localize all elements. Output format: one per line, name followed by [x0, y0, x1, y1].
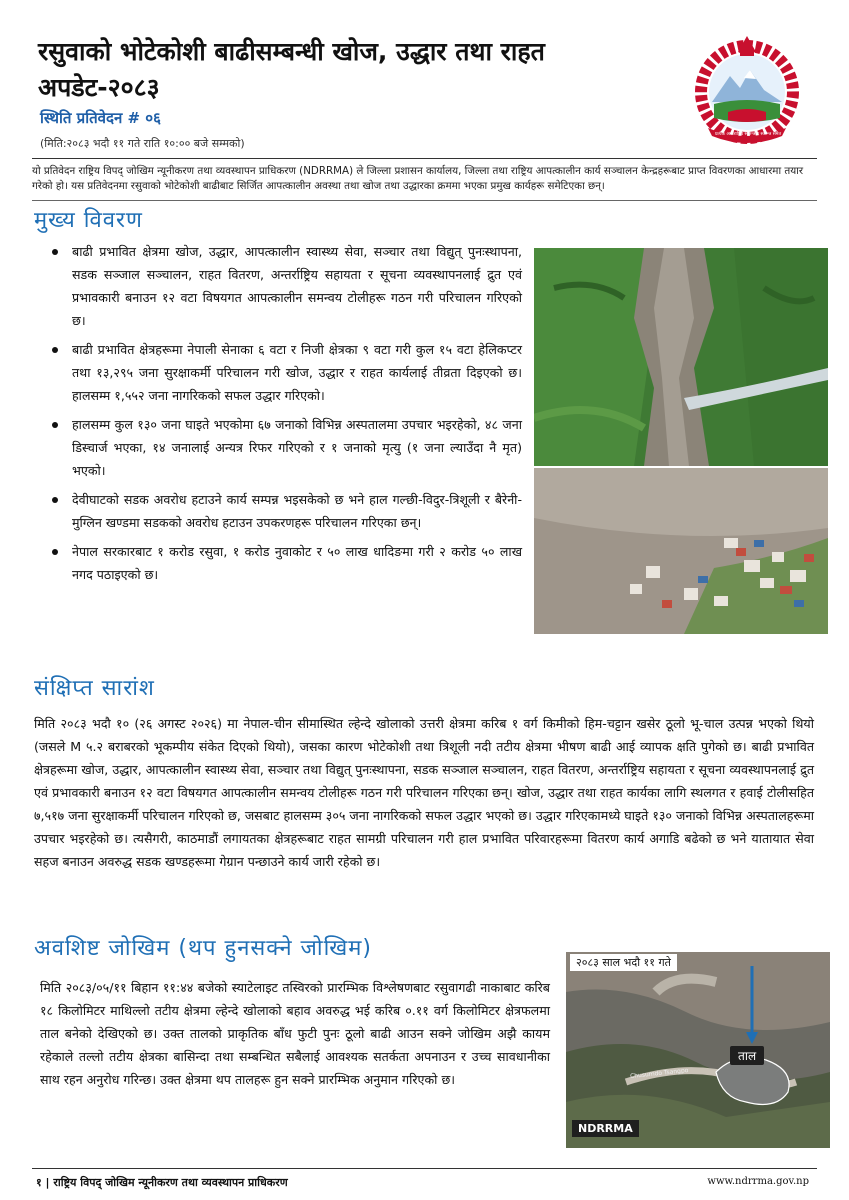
intro-divider: [32, 200, 817, 201]
report-number: स्थिति प्रतिवेदन # ०६: [40, 109, 161, 127]
main-details-list: [52, 240, 522, 592]
map-river-label: Chusumdo Tsangpo: [629, 1066, 689, 1081]
list-item: हालसम्म कुल १३० जना घाइते भएकोमा ६७ जनाको विभिन्न अस्पतालमा उपचार भइरहेको, ४८ जना डिस्चार्ज भएका, १४ जनालाई अन्यत्र रिफर गरिएको र १ जनाको मृत्यु (१ जना ल्याउँदा नै मृत) भएको।: [52, 413, 522, 482]
bullet-icon: [52, 347, 58, 353]
flooded-village-photo: [534, 468, 828, 634]
bullet-icon: [52, 249, 58, 255]
map-date-label: २०८३ साल भदौ ११ गते: [570, 954, 677, 971]
list-item: बाढी प्रभावित क्षेत्रमा खोज, उद्धार, आपत्कालीन स्वास्थ्य सेवा, सञ्चार तथा विद्युत् पुनःस्थापना, सडक सञ्जाल सञ्चालन, राहत वितरण, अन्तर्राष्ट्रिय सहायता र सूचना व्यवस्थापनलाई द्रुत एवं प्रभावकारी बनाउन १२ वटा विषयगत आपत्कालीन समन्वय टोलीहरू गठन गरी परिचालन गरिएको छ।: [52, 240, 522, 332]
aerial-river-photo: [534, 248, 828, 466]
bullet-icon: [52, 549, 58, 555]
list-item: बाढी प्रभावित क्षेत्रहरूमा नेपाली सेनाका ६ वटा र निजी क्षेत्रका ९ वटा गरी कुल १५ वटा हेलिकप्टर तथा १३,२९५ जना सुरक्षाकर्मी परिचालन गरी खोज, उद्धार र राहत कार्यलाई तीव्रता दिइएको छ। हालसम्म १,५५२ जना नागरिकको सफल उद्धार गरिएको।: [52, 338, 522, 407]
residual-risk-heading: अवशिष्ट जोखिम (थप हुनसक्ने जोखिम): [34, 936, 373, 961]
list-item: देवीघाटको सडक अवरोध हटाउने कार्य सम्पन्न भइसकेको छ भने हाल गल्छी-विदुर-त्रिशूली र बैरेनी-मुग्लिन खण्डमा सडकको अवरोध हटाउन उपकरणहरू परिचालन गरिएका छन्।: [52, 488, 522, 534]
list-item: नेपाल सरकारबाट १ करोड रसुवा, १ करोड नुवाकोट र ५० लाख धादिङमा गरी २ करोड ५० लाख नगद पठाइएको छ।: [52, 540, 522, 586]
footer-agency: १ | राष्ट्रिय विपद् जोखिम न्यूनीकरण तथा व्यवस्थापन प्राधिकरण: [36, 1176, 288, 1189]
bullet-icon: [52, 422, 58, 428]
map-agency-label: NDRRMA: [572, 1120, 639, 1137]
report-date: (मिति:२०८३ भदौ ११ गते राति १०:०० बजे सम्मको): [40, 137, 245, 150]
footer-website-link[interactable]: www.ndrrma.gov.np: [707, 1176, 809, 1187]
footer-divider: [32, 1168, 817, 1169]
map-lake-label: ताल: [730, 1046, 764, 1065]
residual-risk-text: मिति २०८३/०५/११ बिहान ११:४४ बजेको स्याटेलाइट तस्विरको प्रारम्भिक विश्लेषणबाट रसुवागढी नाकाबाट करिब १८ किलोमिटर माथिल्लो तटीय क्षेत्रमा ल्हेन्दे खोलाको बहाव अवरुद्ध भई करिब ०.११ वर्ग किलोमिटर क्षेत्रफलमा ताल बनेको देखिएको छ। उक्त तालको प्राकृतिक बाँध फुटी पुनः ठूलो बाढी आउन सक्ने जोखिम अझै कायम रहेकाले तल्लो तटीय क्षेत्रका बासिन्दा तथा सम्बन्धित सबैलाई आवश्यक सतर्कता अपनाउन र उच्च सावधानीका साथ रहन अनुरोध गरिन्छ। उक्त क्षेत्रमा थप तालहरू हुन सक्ने प्रारम्भिक अनुमान गरिएको छ।: [40, 980, 550, 1087]
emblem-motto: प्रत्येक अन्तराष्ट्रिय स्वतन्त्रीय स्वतन्त्र समेत: [714, 132, 782, 137]
report-title: रसुवाको भोटेकोशी बाढीसम्बन्धी खोज, उद्धार तथा राहत अपडेट-२०८३: [38, 37, 545, 102]
header-divider: [32, 158, 817, 159]
summary-heading: संक्षिप्त सारांश: [34, 676, 155, 701]
intro-text: यो प्रतिवेदन राष्ट्रिय विपद् जोखिम न्यूनीकरण तथा व्यवस्थापन प्राधिकरण (NDRRMA) ले जिल्ला प्रशासन कार्यालय, जिल्ला तथा राष्ट्रिय आपत्कालीन कार्य सञ्चालन केन्द्रहरूबाट प्राप्त विवरणका आधारमा तयार गरेको हो। यस प्रतिवेदनमा रसुवाको भोटेकोशी बाढीबाट सिर्जित आपत्कालीन अवस्था तथा खोज तथा उद्धारका क्रममा भएका प्रमुख कार्यहरू समेटिएका छन्।: [32, 165, 804, 192]
satellite-map-image: [566, 952, 830, 1148]
bullet-icon: [52, 497, 58, 503]
main-details-heading: मुख्य विवरण: [34, 208, 143, 233]
satellite-map: [566, 952, 830, 1148]
summary-text: मिति २०८३ भदौ १० (२६ अगस्ट २०२६) मा नेपाल-चीन सीमास्थित ल्हेन्दे खोलाको उत्तरी क्षेत्रमा करिब १ वर्ग किमीको हिम-चट्टान खसेर ठूलो भू-चाल उत्पन्न भएको थियो (जसले M ५.२ बराबरको भूकम्पीय संकेत दिएको थियो), जसका कारण भोटेकोशी तथा त्रिशूली नदी तटीय क्षेत्रमा भीषण बाढी आई व्यापक क्षति पुगेको छ। बाढी प्रभावित क्षेत्रहरूमा खोज, उद्धार, आपत्कालीन स्वास्थ्य सेवा, सञ्चार तथा विद्युत् पुनःस्थापना, सडक सञ्जाल सञ्चालन, राहत वितरण, अन्तर्राष्ट्रिय सहायता र सूचना व्यवस्थापनलाई द्रुत एवं प्रभावकारी बनाउन १२ वटा विषयगत आपत्कालीन समन्वय टोलीहरू गठन गरी परिचालन गरिएका छन्। खोज, उद्धार तथा राहत कार्यका लागि स्थलगत र हवाई टोलीसहित ७,५१७ जना सुरक्षाकर्मी परिचालन गरिएको छ, जसबाट हालसम्म ३०५ जना नागरिकको सफल उद्धार भएको छ। उद्धार गरिएकामध्ये घाइते १३० जनाको विभिन्न अस्पतालहरूमा उपचार भइरहेको छ। त्यसैगरी, काठमाडौं लगायतका क्षेत्रहरूबाट राहत सामग्री परिचालन गरी हाल प्रभावित परिवारहरूमा वितरण कार्य अगाडि बढेको छ भने यातायात सेवा सहज बनाउन अवरुद्ध सडक खण्डहरूमा गेग्रान पन्छाउने कार्य जारी रहेको छ।: [34, 716, 814, 869]
